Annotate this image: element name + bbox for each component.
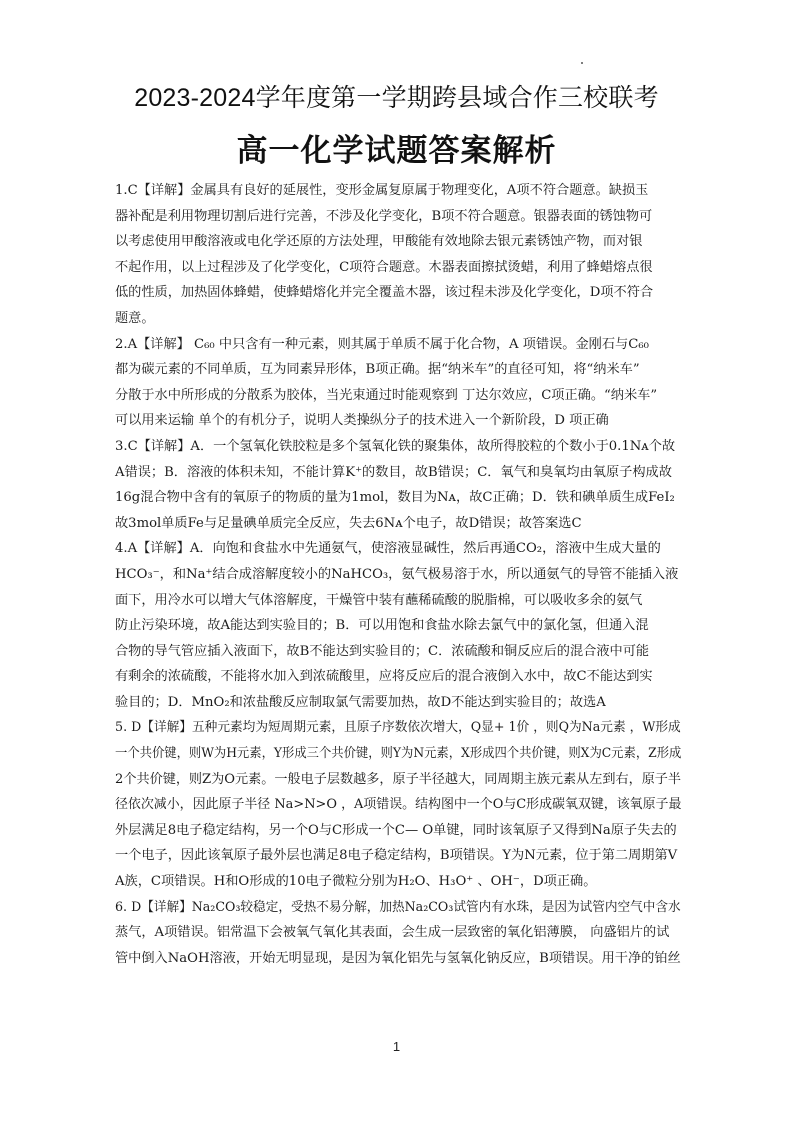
text-line: HCO₃⁻，和Na⁺结合成溶解度较小的NaHCO₃，氨气极易溶于水，所以通氨气的导管不能插入液: [115, 566, 679, 582]
answer-body: [115, 178, 681, 971]
text-line: 径依次减小，因此原子半径 Na>N>O ，A项错误。结构图中一个O与C形成碳氧双键，该氧原子最: [115, 797, 682, 813]
text-line: 都为碳元素的不同单质，互为同素异形体，B项正确。据“纳米车”的直径可知，将“纳米车”: [115, 362, 640, 378]
text-line: 以考虑使用甲酸溶液或电化学还原的方法处理，甲酸能有效地除去银元素锈蚀产物，而对银: [115, 234, 643, 250]
text-line: 一个共价键，则W为H元素，Y形成三个共价键，则Y为N元素，X形成四个共价键，则X为C元素，Z形成: [115, 746, 682, 762]
text-line: 低的性质，加热固体蜂蜡，使蜂蜡熔化并完全覆盖木器，该过程未涉及化学变化，D项不符合: [115, 285, 654, 301]
text-line: 验目的；D．MnO₂和浓盐酸反应制取氯气需要加热，故D不能达到实验目的；故选A: [115, 694, 606, 710]
text-line: 管中倒入NaOH溶液，开始无明显现，是因为氧化铝先与氢氧化钠反应，B项错误。用干净的铂丝: [115, 950, 681, 966]
text-line: 器补配是利用物理切割后进行完善，不涉及化学变化，B项不符合题意。银器表面的锈蚀物可: [115, 208, 653, 224]
text-line: 1.C【详解】金属具有良好的延展性，变形金属复原属于物理变化，A项不符合题意。缺损玉: [115, 183, 649, 198]
text-line: 题意。: [115, 310, 155, 326]
text-line: 16g混合物中含有的氧原子的物质的量为1mol，数目为Nᴀ，故C正确；D．铁和碘单质生成FeI₂: [115, 490, 675, 506]
text-line: 6. D【详解】Na₂CO₃较稳定，受热不易分解，加热Na₂CO₃试管内有水珠，是因为试管内空气中含水: [115, 899, 681, 915]
page-number: 1: [392, 1039, 401, 1054]
text-line: 可以用来运输 单个的有机分子，说明人类操纵分子的技术进入一个新阶段，D 项正确: [115, 413, 609, 429]
text-line: 合物的导气管应插入液面下，故B不能达到实验目的；C．浓硫酸和铜反应后的混合液中可能: [115, 643, 650, 659]
text-line: 有剩余的浓硫酸，不能将水加入到浓硫酸里，应将反应后的混合液倒入水中，故C不能达到实: [115, 669, 653, 685]
stray-dot: [581, 62, 583, 64]
text-line: A错误；B．溶液的体积未知，不能计算K⁺的数目，故B错误；C．氧气和臭氧均由氧原子构成故: [115, 464, 672, 480]
text-line: 蒸气，A项错误。铝常温下会被氧气氧化其表面，会生成一层致密的氧化铝薄膜， 向盛铝片的试: [115, 925, 670, 941]
text-line: 防止污染环境，故A能达到实验目的；B．可以用饱和食盐水除去氯气中的氯化氢，但通入混: [115, 618, 649, 634]
text-line: 2个共价键，则Z为O元素。一般电子层数越多，原子半径越大，同周期主族元素从左到右，原子半: [115, 771, 682, 787]
text-line: A族，C项错误。H和O形成的10电子微粒分别为H₂O、H₃O⁺ 、OH⁻，D项正确。: [115, 874, 597, 890]
exam-subtitle: 2023-2024学年度第一学期跨县域合作三校联考: [134, 84, 659, 112]
document-title: 高一化学试题答案解析: [236, 133, 557, 168]
text-line: 4.A【详解】A．向饱和食盐水中先通氨气，使溶液显碱性，然后再通CO₂，溶液中生成大量的: [115, 541, 661, 557]
text-line: 一个电子，因此该氧原子最外层也满足8电子稳定结构，B项错误。Y为N元素，位于第二周期第Ⅴ: [115, 848, 678, 864]
text-line: 外层满足8电子稳定结构，另一个O与C形成一个C— O单键，同时该氧原子又得到Na原子失去的: [115, 822, 677, 838]
text-line: 分散于水中所形成的分散系为胶体，当光束通过时能观察到 丁达尔效应，C项正确。“纳米车”: [115, 387, 658, 403]
text-line: 2.A【详解】 C₆₀ 中只含有一种元素，则其属于单质不属于化合物，A 项错误。金刚石与C₆₀: [115, 336, 649, 352]
text-line: 5. D【详解】五种元素均为短周期元素，且原子序数依次增大，Q显+ 1价 ，则Q为Na元素 ，W形成: [115, 720, 681, 736]
text-line: 面下，用冷水可以增大气体溶解度，干燥管中装有蘸稀硫酸的脱脂棉，可以吸收多余的氨气: [115, 592, 643, 608]
text-line: 不起作用，以上过程涉及了化学变化，C项符合题意。木器表面擦拭烫蜡，利用了蜂蜡熔点很: [115, 259, 653, 275]
text-line: 3.C【详解】A．一个氢氧化铁胶粒是多个氢氧化铁的聚集体，故所得胶粒的个数小于0.1Nᴀ个故: [115, 438, 676, 454]
text-line: 故3mol单质Fe与足量碘单质完全反应，失去6Nᴀ个电子，故D错误；故答案选C: [115, 515, 582, 531]
